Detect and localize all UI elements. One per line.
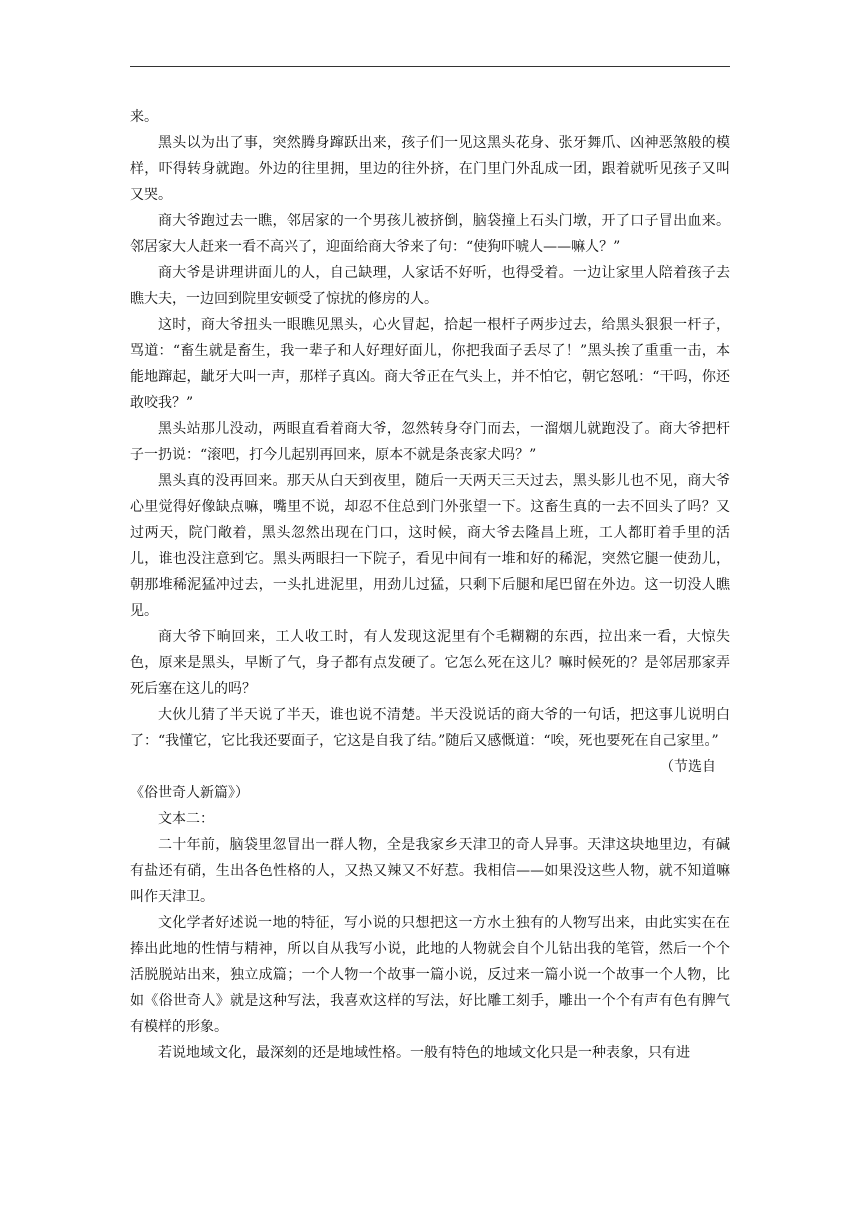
paragraph: 商大爷是讲理讲面儿的人，自己缺理，人家话不好听，也得受着。一边让家里人陪着孩子去瞧大夫，一边回到院里安顿受了惊扰的修房的人。 [130,265,730,307]
header-rule [130,66,730,67]
text2-label: 文本二： [158,811,214,827]
paragraph: 黑头真的没再回来。那天从白天到夜里，随后一天两天三天过去，黑头影儿也不见，商大爷心里觉得好像缺点嘛，嘴里不说，却忍不住总到门外张望一下。这畜生真的一去不回头了吗？又过两天，院门敞着，黑头忽然出现在门口，这时候，商大爷去隆昌上班，工人都盯着手里的活儿，谁也没注意到它。黑头两眼扫一下院子，看见中间有一堆和好的稀泥，突然它腿一使劲儿，朝那堆稀泥猛冲过去，一头扎进泥里，用劲儿过猛，只剩下后腿和尾巴留在外边。这一切没人瞧见。 [130,473,730,619]
paragraph: 文化学者好述说一地的特征，写小说的只想把这一方水土独有的人物写出来，由此实实在在捧出此地的性情与精神，所以自从我写小说，此地的人物就会自个儿钻出我的笔管，然后一个个活脱脱站出来，独立成篇；一个人物一个故事一篇小说，反过来一篇小说一个故事一个人物，比如《俗世奇人》就是这种写法，我喜欢这样的写法，好比雕工刻手，雕出一个个有声有色有脾气有模样的形象。 [130,915,730,1035]
paragraph: 黑头站那儿没动，两眼直看着商大爷，忽然转身夺门而去，一溜烟儿就跑没了。商大爷把杆子一扔说：“滚吧，打今儿起别再回来，原本不就是条丧家犬吗？” [130,421,730,463]
paragraph: 商大爷跑过去一瞧，邻居家的一个男孩儿被挤倒，脑袋撞上石头门墩，开了口子冒出血来。邻居家大人赶来一看不高兴了，迎面给商大爷来了句：“使狗吓唬人——嘛人？” [130,213,730,255]
paragraph: 若说地域文化，最深刻的还是地域性格。一般有特色的地域文化只是一种表象，只有进 [158,1045,690,1061]
paragraph: 黑头以为出了事，突然腾身蹿跃出来，孩子们一见这黑头花身、张牙舞爪、凶神恶煞般的模样，吓得转身就跑。外边的往里拥，里边的往外挤，在门里门外乱成一团，跟着就听见孩子又叫又哭。 [130,135,730,203]
paragraph: 来。 [130,109,158,125]
source-citation-line1: （节选自 [660,759,716,775]
paragraph: 大伙儿猜了半天说了半天，谁也说不清楚。半天没说话的商大爷的一句话，把这事儿说明白了：“我懂它，它比我还要面子，它这是自我了结。”随后又感慨道：“唉，死也要死在自己家里。” [130,707,730,749]
document-body [130,104,730,1066]
paragraph: 这时，商大爷扭头一眼瞧见黑头，心火冒起，拾起一根杆子两步过去，给黑头狠狠一杆子，骂道：“畜生就是畜生，我一辈子和人好理好面儿，你把我面子丢尽了！”黑头挨了重重一击，本能地蹿起，龇牙大叫一声，那样子真凶。商大爷正在气头上，并不怕它，朝它怒吼：“干吗，你还敢咬我？” [130,317,730,411]
paragraph: 商大爷下晌回来，工人收工时，有人发现这泥里有个毛糊糊的东西，拉出来一看，大惊失色，原来是黑头，早断了气，身子都有点发硬了。它怎么死在这儿？嘛时候死的？是邻居那家弄死后塞在这儿的吗？ [130,629,730,697]
paragraph: 二十年前，脑袋里忽冒出一群人物，全是我家乡天津卫的奇人异事。天津这块地里边，有碱有盐还有硝，生出各色性格的人，又热又辣又不好惹。我相信——如果没这些人物，就不知道嘛叫作天津卫。 [130,837,730,905]
source-citation-line2: 《俗世奇人新篇》） [130,785,249,801]
